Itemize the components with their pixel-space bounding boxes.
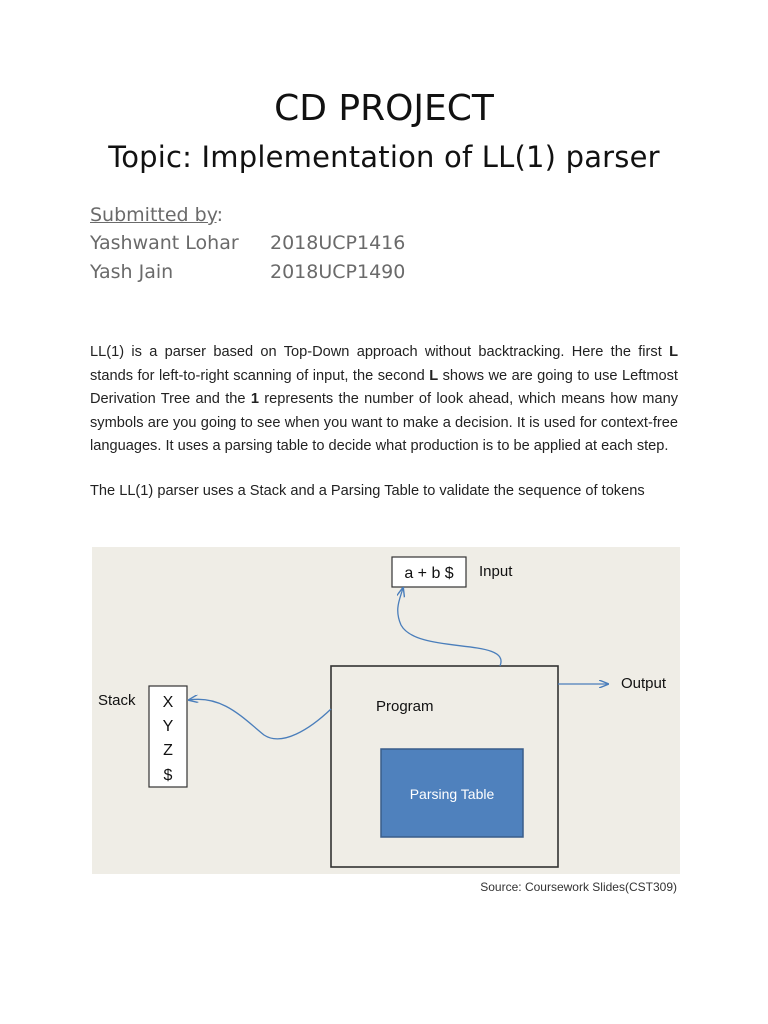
author-id: 2018UCP1490 [270, 261, 406, 283]
stack-item: Y [162, 718, 174, 735]
input-tape-text: a + b $ [404, 565, 454, 582]
submitted-by-label: Submitted by [90, 204, 217, 226]
document-subtitle: Topic: Implementation of LL(1) parser [108, 140, 660, 174]
stack-item: X [162, 694, 174, 711]
author-name: Yashwant Lohar [90, 232, 239, 254]
figure-caption: Source: Coursework Slides(CST309) [480, 880, 677, 894]
ll1-parser-diagram [92, 547, 680, 874]
intro-paragraph [90, 341, 678, 459]
author-row [90, 261, 405, 283]
submitted-by-colon: : [216, 204, 223, 226]
bold-run: L [429, 367, 439, 384]
submitted-by [90, 204, 223, 226]
bold-run: L [669, 344, 678, 360]
author-name: Yash Jain [90, 261, 174, 283]
document-title: CD PROJECT [274, 88, 494, 129]
stack-paragraph: The LL(1) parser uses a Stack and a Parsing Table to validate the sequence of tokens [90, 483, 645, 499]
stack-item: $ [163, 767, 173, 784]
input-label: Input [479, 563, 513, 580]
output-label: Output [621, 675, 667, 692]
stack-item: Z [163, 742, 173, 759]
program-label: Program [376, 698, 434, 715]
stack-label: Stack [98, 692, 136, 709]
program-to-input-arrow [398, 588, 501, 666]
author-id: 2018UCP1416 [270, 232, 406, 254]
text-run: stands for left-to-right scanning of input, the second [90, 367, 430, 384]
text-run: represents the number of look ahead, which means how many symbols are you going to see when you want to make a decision. It is used for context-free languages. It uses a parsing table to decide what production is to be applied at each step. [90, 391, 678, 454]
parsing-table-label: Parsing Table [409, 786, 495, 802]
text-run: LL(1) is a parser based on Top-Down approach without backtracking. Here the first [90, 344, 670, 360]
program-to-stack-arrow [189, 699, 331, 739]
text-run: shows we are going to use Leftmost Derivation Tree and the [90, 367, 678, 407]
author-row [90, 232, 405, 254]
bold-run: 1 [250, 391, 259, 407]
